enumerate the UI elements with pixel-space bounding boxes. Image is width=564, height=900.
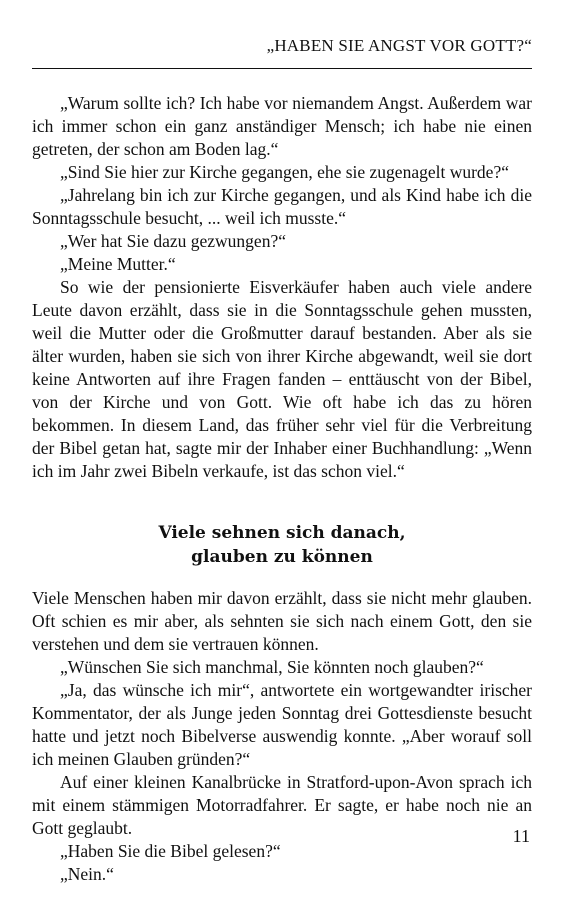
paragraph: „Wer hat Sie dazu gezwungen?“ xyxy=(60,231,286,251)
paragraph: „Sind Sie hier zur Kirche gegangen, ehe sie zugenagelt wurde?“ xyxy=(60,162,509,182)
page-body xyxy=(32,92,532,886)
paragraph: So wie der pensionierte Eisverkäufer haben auch viele andere Leute davon erzählt, dass sie in die Sonntagsschule gehen mussten, weil die Mutter oder die Großmutter darauf bestanden. Aber als sie älter wurden, haben sie sich von ihrer Kirche abgewandt, weil sie dort keine Antworten auf ihre Fragen fanden – enttäuscht von der Bibel, von der Kirche und von Gott. Wie oft habe ich das zu hören bekommen. In diesem Land, das früher sehr viel für die Verbreitung der Bibel getan hat, sagte mir der Inhaber einer Buchhandlung: „Wenn ich im Jahr zwei Bibeln verkaufe, ist das schon viel.“ xyxy=(32,277,532,481)
page-number: 11 xyxy=(512,826,530,846)
running-head: „HABEN SIE ANGST VOR GOTT?“ xyxy=(266,36,532,55)
paragraph: Auf einer kleinen Kanalbrücke in Stratford-upon-Avon sprach ich mit einem stämmigen Motorradfahrer. Er sagte, er habe noch nie an Gott geglaubt. xyxy=(32,772,532,838)
paragraph: „Haben Sie die Bibel gelesen?“ xyxy=(60,841,281,861)
header-rule xyxy=(32,68,532,69)
section-heading-line-1: Viele sehnen sich danach, xyxy=(158,523,406,543)
paragraph: „Warum sollte ich? Ich habe vor niemandem Angst. Außerdem war ich immer schon ein ganz anständiger Mensch; ich habe nie einen getreten, der schon am Boden lag.“ xyxy=(32,93,532,159)
paragraph: „Wünschen Sie sich manchmal, Sie könnten noch glauben?“ xyxy=(60,657,484,677)
paragraph: „Nein.“ xyxy=(60,864,114,884)
paragraph: „Jahrelang bin ich zur Kirche gegangen, und als Kind habe ich die Sonntagsschule besucht, ... weil ich musste.“ xyxy=(32,185,532,228)
paragraph: Viele Menschen haben mir davon erzählt, dass sie nicht mehr glauben. Oft schien es mir aber, als sehnten sie sich nach einem Gott, den sie verstehen und dem sie vertrauen können. xyxy=(32,588,532,654)
section-heading xyxy=(32,521,532,569)
paragraph: „Meine Mutter.“ xyxy=(60,254,176,274)
section-heading-line-2: glauben zu können xyxy=(191,547,373,567)
paragraph: „Ja, das wünsche ich mir“, antwortete ein wortgewandter irischer Kommentator, der als Junge jeden Sonntag drei Gottesdienste besucht hatte und jetzt noch Bibelverse auswendig konnte. „Aber worauf soll ich meinen Glauben gründen?“ xyxy=(32,680,532,769)
